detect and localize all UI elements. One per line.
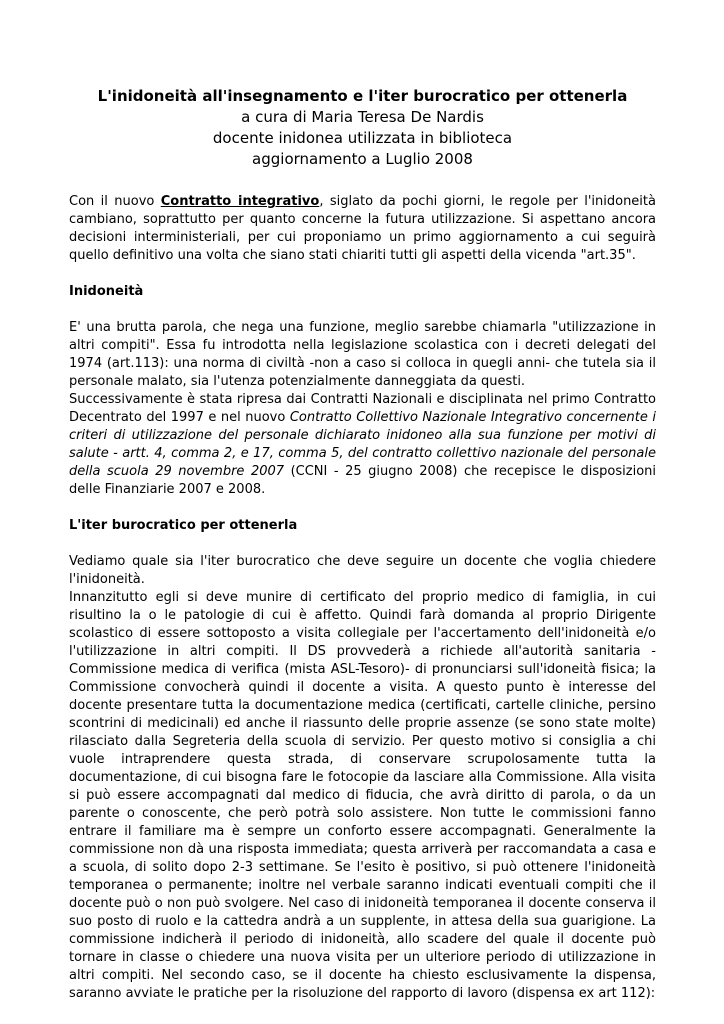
section-heading-inidoneita: Inidoneità [69,284,144,299]
intro-paragraph [69,193,656,265]
intro-text-start: Con il nuovo [69,194,161,209]
section-heading-iter: L'iter burocratico per ottenerla [69,518,298,533]
intro-text-end: , siglato da pochi giorni, le regole per l'inidoneità cambiano, soprattutto per quanto concerne la futura utilizzazione. Si aspettano ancora decisioni interministeriali, per cui proponiamo un primo aggiornamento a cui seguirà quello definitivo una volta che siano stati chiariti tutti gli aspetti della vicenda "art.35". [69,194,656,263]
title-block [69,86,656,170]
section1-text-1: E' una brutta parola, che nega una funzione, meglio sarebbe chiamarla "utilizzazione in altri compiti". Essa fu introdotta nella legislazione scolastica con i decreti delegati del 1974 (art.113): una norma di civiltà -non a caso si colloca in quegli anni- che tutela sia il personale malato, sia l'utenza potenzialmente danneggiata da questi. [69,320,656,389]
ccni-title: Contratto Collettivo Nazionale Integrativo concernente i criteri di utilizzazione del personale dichiarato inidoneo alla sua funzione per motivi di salute - artt. 4, comma 2, e 17, comma 5, del contratto collettivo nazionale del personale della scuola 29 novembre 2007 [69,410,656,479]
section1-text-2: Successivamente è stata ripresa dai Contratti Nazionali e disciplinata nel primo Contratto Decentrato del 1997 e nel nuovo [69,392,656,425]
author-role: docente inidonea utilizzata in biblioteca [212,129,513,147]
author-line: a cura di Maria Teresa De Nardis [241,108,484,126]
section2-paragraph-1: Vediamo quale sia l'iter burocratico che deve seguire un docente che voglia chiedere l'inidoneità. [69,554,656,587]
contratto-integrativo-link[interactable]: Contratto integrativo [160,194,320,209]
section2-paragraph-2: Innanzitutto egli si deve munire di certificato del proprio medico di famiglia, in cui risultino la o le patologie di cui è affetto. Quindi farà domanda al proprio Dirigente scolastico di essere sottoposto a visita collegiale per l'accertamento dell'inidoneità e/o l'utilizzazione in altri compiti. Il DS provvederà a richiede all'autorità sanitaria - Commissione medica di verifica (mista ASL-Tesoro)- di pronunciarsi sull'idoneità fisica; la Commissione convocherà quindi il docente a visita. A questo punto è interesse del docente presentare tutta la documentazione medica (certificati, cartelle cliniche, persino scontrini di medicinali) ed anche il riassunto delle proprie assenze (se sono state molte) rilasciato dalla Segreteria della scuola di servizio. Per questo motivo si consiglia a chi vuole intraprendere questa strada, di conservare scrupolosamente tutta la documentazione, di cui bisogna fare le fotocopie da lasciare alla Commissione. Alla visita si può essere accompagnati dal medico di fiducia, che avrà diritto di parola, o da un parente o conoscente, che però potrà solo assistere. Non tutte le commissioni fanno entrare il familiare ma è sempre un conforto essere accompagnati. Generalmente la commissione non dà una risposta immediata; questa arriverà per raccomandata a casa e a scuola, di solito dopo 2-3 settimane. Se l'esito è positivo, si può ottenere l'inidoneità temporanea o permanente; inoltre nel verbale saranno indicati eventuali compiti che il docente può o non può svolgere. Nel caso di inidoneità temporanea il docente conserva il suo posto di ruolo e la cattedra andrà a un supplente, in attesa della sua guarigione. La commissione indicherà il periodo di inidoneità, allo scadere del quale il docente può tornare in classe o chiedere una nuova visita per un ulteriore periodo di utilizzazione in altri compiti. Nel secondo caso, se il docente ha chiesto esclusivamente la dispensa, saranno avviate le pratiche per la risoluzione del rapporto di lavoro (dispensa ex art 112): [69,590,656,1001]
update-date: aggiornamento a Luglio 2008 [252,150,473,168]
section1-text-3: (CCNI - 25 giugno 2008) che recepisce le disposizioni delle Finanziarie 2007 e 2008. [69,464,656,497]
document-title: L'inidoneità all'insegnamento e l'iter burocratico per ottenerla [97,87,628,105]
section1-paragraph [69,319,656,499]
document-body [69,193,656,1003]
